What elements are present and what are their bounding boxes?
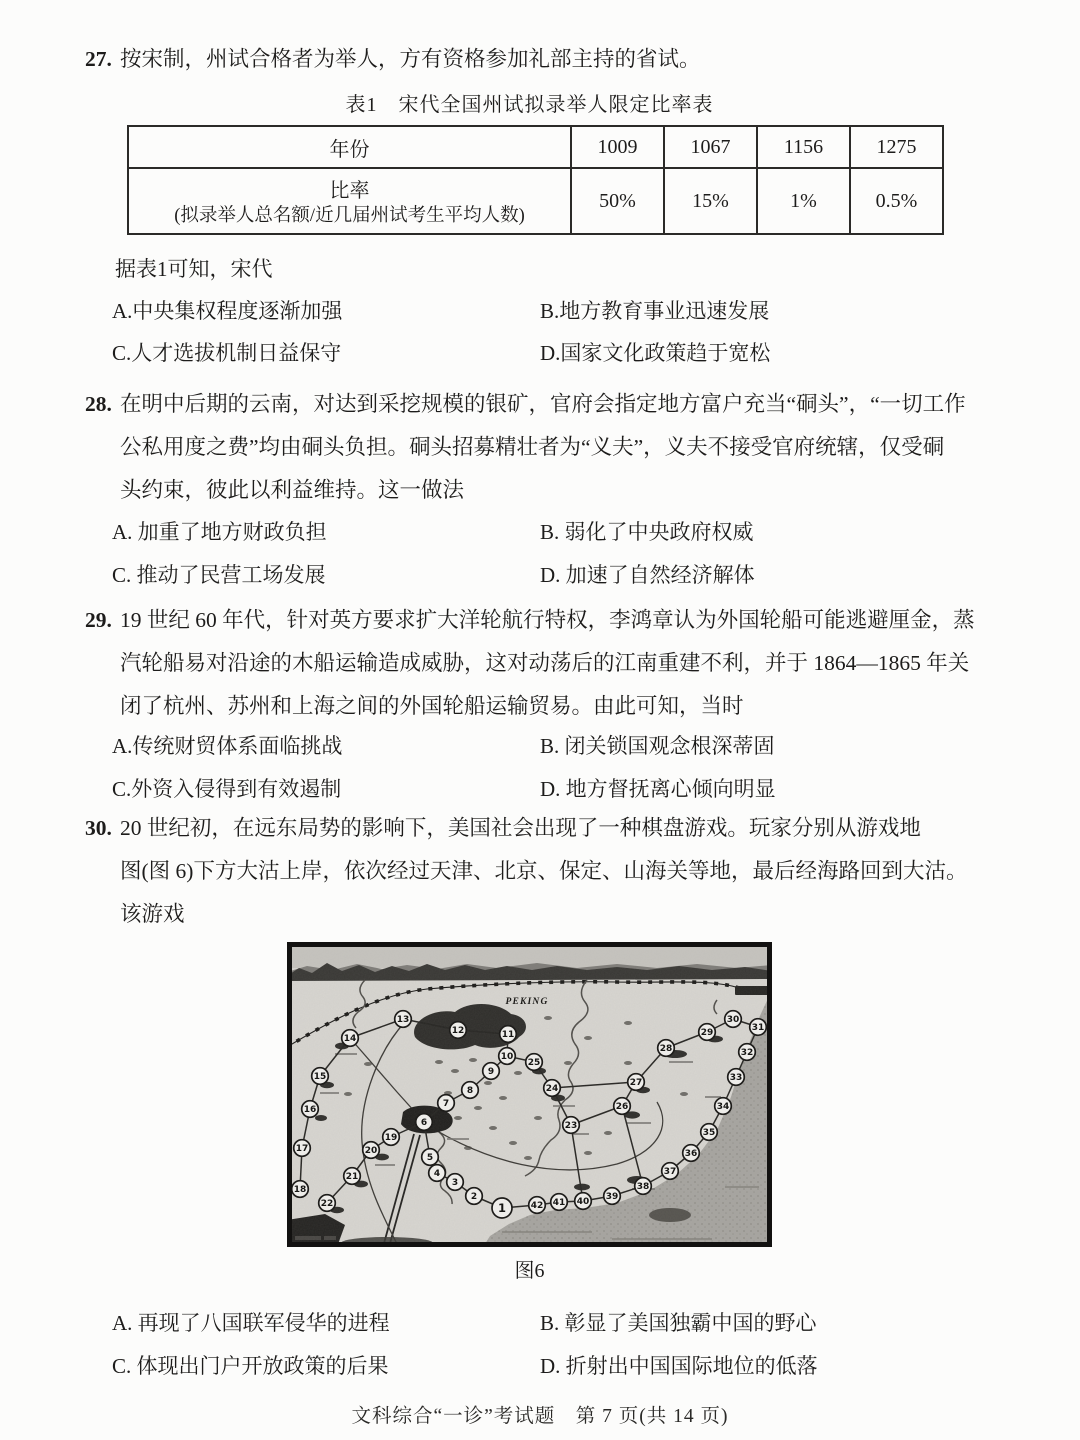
table-row <box>128 168 943 234</box>
option-28-D: D. 加速了自然经济解体 <box>540 563 755 587</box>
question-30-line-2: 图(图 6)下方大沽上岸，依次经过天津、北京、保定、山海关等地，最后经海路回到大沽。 <box>120 859 968 883</box>
svg-text:31: 31 <box>751 1023 765 1034</box>
svg-text:29: 29 <box>700 1028 714 1039</box>
map-grain-overlay <box>287 942 772 1247</box>
question-27-stem: 按宋制，州试合格者为举人，方有资格参加礼部主持的省试。 <box>120 47 701 71</box>
question-30-options-row-1 <box>112 1309 1080 1337</box>
question-27-options-row-1 <box>112 297 1080 325</box>
rate-label: 比率 <box>329 180 370 202</box>
svg-text:34: 34 <box>716 1102 730 1113</box>
svg-text:41: 41 <box>552 1198 566 1209</box>
question-27 <box>85 44 1020 74</box>
table-year-cell: 1067 <box>664 126 757 168</box>
svg-text:8: 8 <box>466 1086 474 1097</box>
svg-text:23: 23 <box>564 1121 578 1132</box>
svg-text:20: 20 <box>364 1146 378 1157</box>
svg-text:22: 22 <box>320 1199 334 1210</box>
question-28-line-1: 在明中后期的云南，对达到采挖规模的银矿，官府会指定地方富户充当“硐头”，“一切工作 <box>120 392 966 416</box>
svg-text:33: 33 <box>729 1073 743 1084</box>
svg-text:18: 18 <box>293 1185 307 1196</box>
option-30-B: B. 彰显了美国独霸中国的野心 <box>540 1311 817 1335</box>
table-value-cell: 15% <box>664 168 757 234</box>
question-29-line-2: 汽轮船易对沿途的木船运输造成威胁，这对动荡后的江南重建不利，并于 1864—1865 年关 <box>120 651 970 675</box>
table-value-cell: 1% <box>757 168 850 234</box>
question-30-options-row-2 <box>112 1352 1080 1380</box>
svg-text:38: 38 <box>636 1182 650 1193</box>
svg-text:14: 14 <box>343 1034 357 1045</box>
svg-text:19: 19 <box>384 1133 398 1144</box>
table-year-cell: 1156 <box>757 126 850 168</box>
svg-text:5: 5 <box>426 1153 434 1164</box>
option-29-A: A.传统财贸体系面临挑战 <box>112 734 343 758</box>
svg-text:26: 26 <box>615 1102 629 1113</box>
question-30 <box>85 807 1020 936</box>
table-year-cell: 1275 <box>850 126 943 168</box>
svg-text:15: 15 <box>313 1072 327 1083</box>
question-29-number: 29. <box>85 608 112 632</box>
question-30-line-1: 20 世纪初，在远东局势的影响下，美国社会出现了一种棋盘游戏。玩家分别从游戏地 <box>120 816 921 840</box>
question-27-lead: 据表1可知，宋代 <box>115 257 273 281</box>
svg-text:39: 39 <box>605 1192 619 1203</box>
peking-label: PEKING <box>505 997 549 1007</box>
svg-text:40: 40 <box>576 1197 590 1208</box>
option-27-D: D.国家文化政策趋于宽松 <box>540 341 771 365</box>
svg-text:6: 6 <box>420 1118 428 1129</box>
table-year-cell: 1009 <box>571 126 664 168</box>
svg-text:7: 7 <box>442 1099 450 1110</box>
question-30-number: 30. <box>85 816 112 840</box>
svg-text:25: 25 <box>527 1058 541 1069</box>
question-29-options-row-2 <box>112 775 1080 803</box>
svg-text:11: 11 <box>501 1030 515 1041</box>
svg-text:3: 3 <box>451 1178 459 1189</box>
table-header-rate <box>128 168 571 234</box>
svg-text:42: 42 <box>530 1201 544 1212</box>
option-29-D: D. 地方督抚离心倾向明显 <box>540 777 776 801</box>
question-28-line-3: 头约束，彼此以利益维持。这一做法 <box>120 478 465 502</box>
svg-text:24: 24 <box>545 1084 559 1095</box>
question-30-line-3: 该游戏 <box>120 902 185 926</box>
question-28-options-row-2 <box>112 561 1080 589</box>
question-28 <box>85 383 1020 512</box>
svg-text:9: 9 <box>487 1067 495 1078</box>
svg-text:4: 4 <box>433 1169 441 1180</box>
option-28-C: C. 推动了民营工场发展 <box>112 563 326 587</box>
rate-table <box>127 125 944 235</box>
table-value-cell: 0.5% <box>850 168 943 234</box>
svg-text:10: 10 <box>500 1052 514 1063</box>
figure-6-map <box>287 942 772 1247</box>
option-30-A: A. 再现了八国联军侵华的进程 <box>112 1311 390 1335</box>
option-28-B: B. 弱化了中央政府权威 <box>540 520 754 544</box>
page-footer: 文科综合“一诊”考试题 第 7 页(共 14 页) <box>351 1406 729 1427</box>
svg-text:36: 36 <box>684 1149 698 1160</box>
question-27-options-row-2 <box>112 339 1080 367</box>
svg-text:17: 17 <box>295 1144 309 1155</box>
svg-text:35: 35 <box>702 1128 716 1139</box>
svg-text:37: 37 <box>663 1167 677 1178</box>
rate-label-subtext: (拟录举人总名额/近几届州试考生平均人数) <box>174 206 525 226</box>
svg-text:21: 21 <box>345 1172 359 1183</box>
question-29-line-3: 闭了杭州、苏州和上海之间的外国轮船运输贸易。由此可知，当时 <box>120 694 744 718</box>
svg-text:13: 13 <box>396 1015 410 1026</box>
option-27-C: C.人才选拔机制日益保守 <box>112 341 342 365</box>
question-28-line-2: 公私用度之费”均由硐头负担。硐头招募精壮者为“义夫”，义夫不接受官府统辖，仅受硐 <box>120 435 945 459</box>
question-28-options-row-1 <box>112 518 1080 546</box>
option-29-B: B. 闭关锁国观念根深蒂固 <box>540 734 775 758</box>
question-27-number: 27. <box>85 47 112 71</box>
table-1-title: 表1 宋代全国州试拟录举人限定比率表 <box>345 94 714 116</box>
svg-text:32: 32 <box>740 1048 754 1059</box>
option-27-A: A.中央集权程度逐渐加强 <box>112 299 343 323</box>
svg-text:28: 28 <box>659 1044 673 1055</box>
svg-text:16: 16 <box>303 1105 317 1116</box>
table-row <box>128 126 943 168</box>
question-28-number: 28. <box>85 392 112 416</box>
question-29 <box>85 599 1020 728</box>
board-game-map-figure <box>287 942 772 1247</box>
option-30-C: C. 体现出门户开放政策的后果 <box>112 1354 389 1378</box>
svg-text:30: 30 <box>726 1015 740 1026</box>
svg-text:27: 27 <box>629 1078 643 1089</box>
table-value-cell: 50% <box>571 168 664 234</box>
question-29-options-row-1 <box>112 732 1080 760</box>
option-30-D: D. 折射出中国国际地位的低落 <box>540 1354 818 1378</box>
question-29-line-1: 19 世纪 60 年代，针对英方要求扩大洋轮航行特权，李鸿章认为外国轮船可能逃避厘金，蒸 <box>120 608 975 632</box>
svg-text:2: 2 <box>470 1192 478 1203</box>
svg-text:1: 1 <box>497 1201 507 1215</box>
option-27-B: B.地方教育事业迅速发展 <box>540 299 770 323</box>
option-29-C: C.外资入侵得到有效遏制 <box>112 777 342 801</box>
table-header-year: 年份 <box>128 126 571 168</box>
figure-6-caption: 图6 <box>514 1260 545 1282</box>
svg-text:12: 12 <box>451 1026 465 1037</box>
option-28-A: A. 加重了地方财政负担 <box>112 520 327 544</box>
